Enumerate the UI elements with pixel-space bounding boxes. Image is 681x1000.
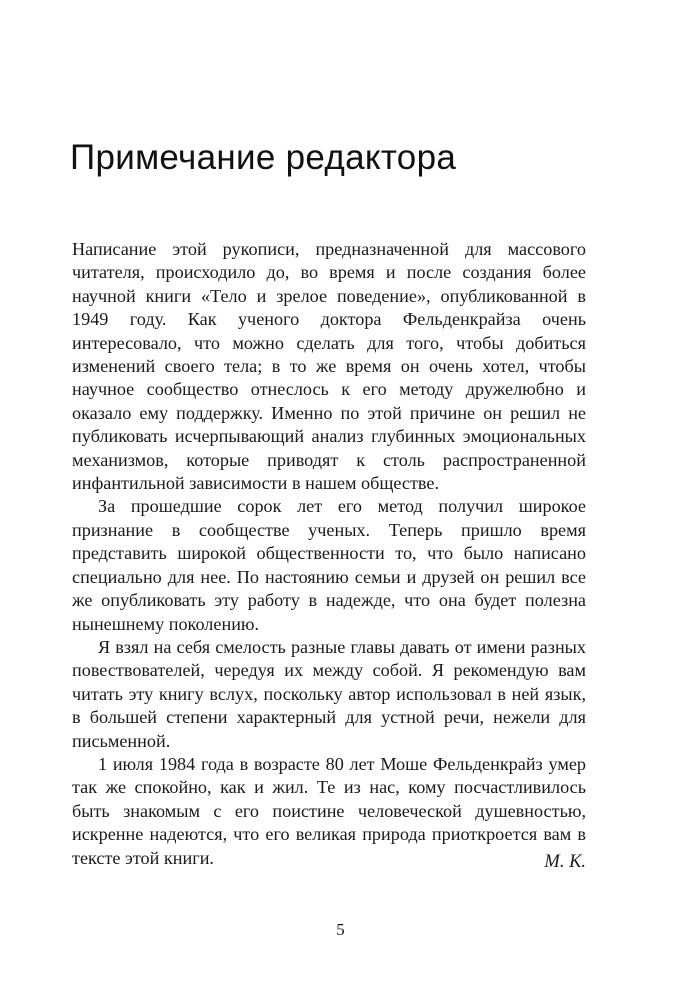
- paragraph-4: 1 июля 1984 года в возрасте 80 лет Моше Фельденкрайз умер так же спокойно, как и жил. Те из нас, кому посчастливилось быть знакомым с его поистине человеческой душевностью, искренне надеются, что его великая природа приоткроется вам в тексте этой книги.: [72, 753, 586, 868]
- chapter-title: Примечание редактора: [70, 138, 457, 177]
- paragraph-3: Я взял на себя смелость разные главы давать от имени разных повествователей, чередуя их между собой. Я рекомендую вам читать эту книгу вслух, поскольку автор использовал в ней язык, в большей степени характерный для устной речи, нежели для письменной.: [72, 636, 586, 751]
- editor-signature: М. К.: [544, 852, 586, 872]
- paragraph-1: Написание этой рукописи, предназначенной для массового читателя, происходило до, во время и после создания более научной книги «Тело и зрелое поведение», опубликованной в 1949 году. Как ученого доктора Фельденкрайза очень интересовало, что можно сделать для того, чтобы добиться изменений своего тела; в то же время он очень хотел, чтобы научное сообщество отнеслось к его методу дружелюбно и оказало ему поддержку. Именно по этой причине он решил не публиковать исчерпывающий анализ глубинных эмоциональных механизмов, которые приводят к столь распространенной инфантильной зависимости в нашем обществе.: [72, 239, 586, 494]
- paragraph-2: За прошедшие сорок лет его метод получил широкое признание в сообществе ученых. Теперь пришло время представить широкой общественности то, что было написано специально для нее. По настоянию семьи и друзей он решил все же опубликовать эту работу в надежде, что она будет полезна нынешнему поколению.: [72, 496, 586, 634]
- page-number: 5: [336, 920, 345, 939]
- body-text: [72, 238, 586, 870]
